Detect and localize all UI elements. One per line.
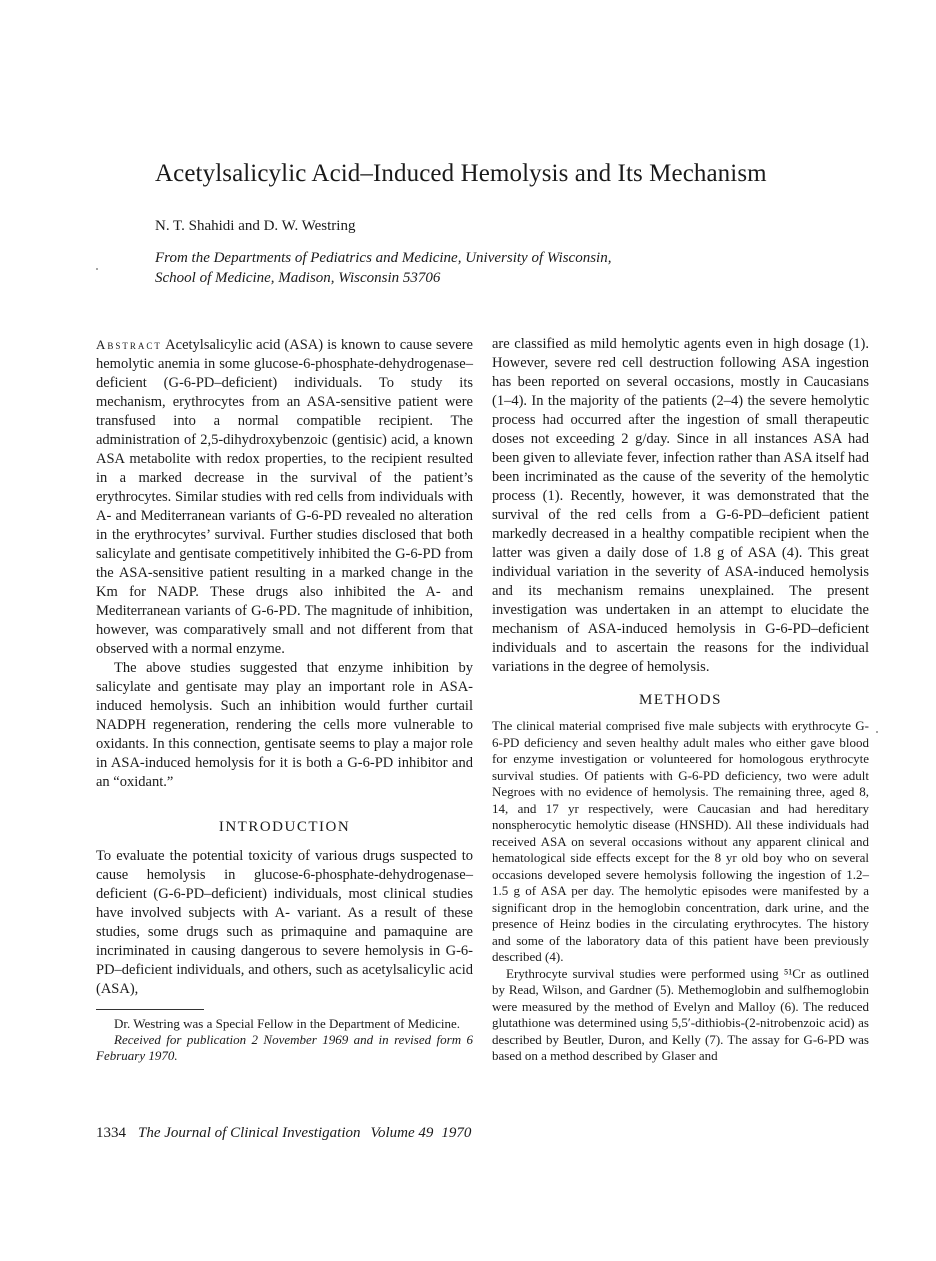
abstract-paragraph <box>96 335 473 659</box>
footnote-fellow-text: Dr. Westring was a Special Fellow in the Department of Medicine. <box>114 1016 461 1031</box>
introduction-text-right: are classified as mild hemolytic agents even in high dosage (1). However, severe red cell destruction following ASA ingestion has been reported on several occasions, mostly in Caucasians (1–4). In the majority of the patients (2–4) the severe hemolytic process had occurred after the ingestion of small therapeutic doses not exceeding 2 g/day. Since in all instances ASA had been given to alleviate fever, infection rather than ASA itself had been incriminated as the cause of the severity of the hemolytic process (1). Recently, however, it was demonstrated that the survival of the red cells from a G-6-PD–deficient patient markedly decreased in a healthy compatible recipient when the latter was given a daily dose of 1.8 g of ASA (4). This great individual variation in the severity of ASA-induced hemolysis and its mechanism remains unexplained. The present investigation was undertaken in an attempt to elucidate the mechanism of ASA-induced hemolysis in G-6-PD–deficient individuals and to ascertain the reasons for the individual variations in the degree of hemolysis. <box>492 336 869 675</box>
page-footer <box>96 1125 471 1142</box>
footnote-fellow <box>96 1016 473 1032</box>
introduction-text-left: To evaluate the potential toxicity of various drugs suspected to cause hemolysis in glucose-6-phosphate-dehydrogenase–deficient (G-6-PD–deficient) individuals, most clinical studies have involved subjects with A- variant. As a result of these studies, some drugs such as primaquine and pamaquine are incriminated in causing dangerous to severe hemolysis in G-6-PD–deficient individuals, and others, such as acetylsalicylic acid (ASA), <box>96 848 473 997</box>
author-list <box>155 218 355 235</box>
introduction-heading: INTRODUCTION <box>218 819 351 835</box>
affiliation-line-1: From the Departments of Pediatrics and Medicine, University of Wisconsin, <box>155 250 612 266</box>
footnote-received-text: Received for publication 2 November 1969 and in revised form 6 February 1970. <box>96 1032 473 1063</box>
abstract-label: Abstract <box>96 337 162 352</box>
scan-speck <box>876 731 878 733</box>
scan-speck <box>96 268 98 270</box>
abstract-paragraph-2: The above studies suggested that enzyme inhibition by salicylate and gentisate may play an important role in ASA-induced hemolysis. Such an inhibition would further curtail NADPH regeneration, rendering the cells more vulnerable to oxidants. In this connection, gentisate seems to play a major role in ASA-induced hemolysis for it is both a G-6-PD inhibitor and an “oxidant.” <box>96 660 473 790</box>
authors-text: N. T. Shahidi and D. W. Westring <box>155 218 356 234</box>
journal-name: The Journal of Clinical Investigation <box>138 1125 361 1141</box>
methods-heading: METHODS <box>638 692 722 708</box>
methods-paragraph-2: Erythrocyte survival studies were performed using ⁵¹Cr as outlined by Read, Wilson, and Gardner (5). Methemoglobin and sulfhemoglobin were measured by the method of Evelyn and Malloy (6). The reduced glutathione was determined using 5,5′-dithiobis-(2-nitrobenzoic acid) as described by Beutler, Duron, and Kelly (7). The assay for G-6-PD was based on a method described by Glaser and <box>492 965 869 1063</box>
affiliation <box>155 248 715 288</box>
page-number: 1334 <box>96 1125 126 1141</box>
affiliation-line-2: School of Medicine, Madison, Wisconsin 53706 <box>155 270 441 286</box>
paper-title: Acetylsalicylic Acid–Induced Hemolysis and Its Mechanism <box>155 160 767 187</box>
footnote-received <box>96 1032 473 1064</box>
journal-volume: Volume 49 <box>370 1125 434 1141</box>
methods-paragraph-1: The clinical material comprised five male subjects with erythrocyte G-6-PD deficiency and seven healthy adult males who either gave blood for enzyme investigation or volunteered for homologous erythrocyte survival studies. Of patients with G-6-PD deficiency, two were adult Negroes with no evidence of hemolysis. The remaining three, aged 8, 14, and 17 yr respectively, were Caucasian and had hereditary nonspherocytic hemolytic disease (HNSHD). All these individuals had received ASA on several occasions without any apparent clinical and hematological side effects except for the 8 yr old boy who on several occasions developed severe hemolysis following the ingestion of 1.2–1.5 g of ASA per day. The hemolytic episodes were manifested by a significant drop in the hemoglobin concentration, dark urine, and the presence of Heinz bodies in the circulating erythrocytes. The history and some of the laboratory data of this patient have been previously described (4). <box>492 718 869 964</box>
abstract-text: Acetylsalicylic acid (ASA) is known to cause severe hemolytic anemia in some glucose-6-phosphate-dehydrogenase–deficient (G-6-PD–deficient) individuals. To study its mechanism, erythrocytes from an ASA-sensitive patient were transfused into a normal compatible recipient. The administration of 2,5-dihydroxybenzoic (gentisic) acid, a known ASA metabolite with redox properties, to the recipient resulted in a marked decrease in the survival of the patient’s erythrocytes. Similar studies with red cells from individuals with A- and Mediterranean variants of G-6-PD revealed no alteration in the erythrocytes’ survival. Further studies disclosed that both salicylate and gentisate competitively inhibited the G-6-PD from the ASA-sensitive patient resulting in a marked change in the Km for NADP. These drugs also inhibited the A- and Mediterranean variants of G-6-PD. The magnitude of inhibition, however, was comparatively small and not different from that observed with a normal enzyme. <box>96 337 473 657</box>
left-column <box>96 335 473 1064</box>
journal-year: 1970 <box>441 1125 472 1141</box>
footnote-divider <box>96 1009 204 1010</box>
right-column <box>492 335 869 1065</box>
